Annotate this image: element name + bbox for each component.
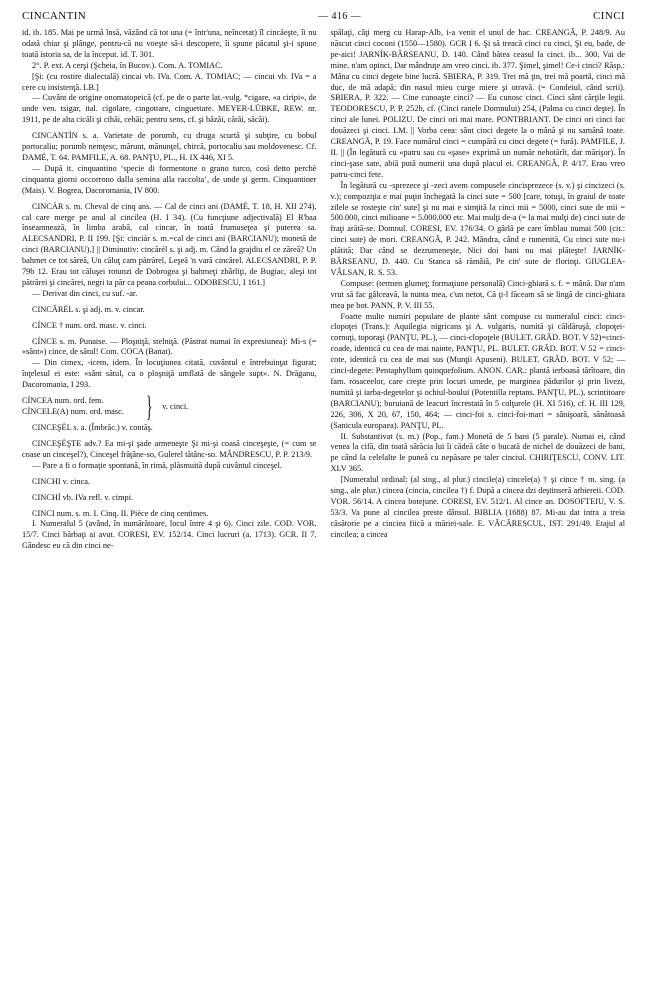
brace-line: CÍNCEA num. ord. fem. [22,396,104,406]
header-left-word: CINCANTIN [22,10,87,22]
dictionary-paragraph: — Cuvânt de origine onomatopeică (cf. pe de o parte lat.-vulg. *cigare, «a ciripi», de unde ven. tsigar, ital. cigolare, cingottare, cinguettare. MEYER-LÜBKE, REW. nr. 1911, pe de alta cicăli şi cihăi, cehăi; pentru sens, cf. şi băzăi, cărăi, săcăi). [22,93,317,125]
dictionary-paragraph: CINCÁR s. m. Cheval de cinq ans. — Cal de cinci ani (DAMÉ, T. 18, H. XII 274), cal care merge pe anul al cincilea (H. I 34). (Cu funcţiune adjectivală) El R'baa înseamnează, în limba arabă, cal cincar, în toată frumuseţea şi puterea sa. ALECSANDRI, P. II 199. [Şi: cinciár s. m.=cal de cinci ani (BARCIANU); monetă de cinci (BARCIANU).] || Diminutiv: cincărél s. şi adj. m. Când la grajdiu el ce zăreă? Un bahmet ce tot săreă, Un căluţ cam pătrărel, Leşeă 'n vară cincărel. ALECSANDRI, P. P. 79b 12. Erau tot căluşei rotunzi de Dobrogea şi bahmeţi zbârliţi, de Bugiac, aleşi tot pătrărei şi cincărei, negri ta păr ca peana corbului... ODOBESCU, I 161.] [22,201,317,287]
right-brace-icon: } [145,390,153,424]
dictionary-paragraph: I. Numeralul 5 (având, în numărătoare, locul între 4 şi 6). Cinci zile. COD. VOR. 15/7. Cinci bărbaţi ai avut. CORESI, EV. 152/14. Cinci lucruri (a. 1713). GCR. II 7. Gândesc eu că din cinci ne- [22,519,317,551]
dictionary-paragraph: CINCEŞÉL s. a. (Îmbrăc.) v. contăş. [32,423,153,433]
header-right-word: CINCI [593,10,625,22]
dictionary-paragraph: [Şi: (cu rostire dialectală) cincai vb. IVa. Com. A. TOMIAC; — cincui vb. IVa = a cere cu insistenţă. LB.] [22,71,317,92]
dictionary-paragraph: CÍNCE † num. ord. masc. v. cinci. [32,320,147,330]
dictionary-paragraph: Foarte multe numiri populare de plante sânt compuse cu numeralul cinci: cinci-clopoţei (Trans.): Aquilegia nigricans şi A. vulgaris, numită şi căldăruşă, clopoţei-cornuţi, toporaşi (PANŢU, PL.), — cinci-clopoţele (BULET. GRĂD. BOT. V 52)=cinci-coade, identică cu cea de mai nainte, PANŢU, PL. BULET. GRĂD. BOT. V 52 = cinci-cote, identică cu cea de mai sus (Munţii Apuseni). BULET. GRĂD. BOT. V 52; — cinci-degete: Pentaphyllum quinquefolium. ANON. CAR.: plantă ierboasă târîtoare, din fam. rosaceelor, care creşte prin locuri umede, pe marginea pădurilor şi prin livezi, numită şi iarba-degetelor şi ochiul-boului (Potentilla reptans. PANŢU, PL.), scrintitoare (BARCIANU); buruiană de leacuri încrestată în 5 colţurele (H. XI 516), cf. H. III 129, 226, 306, X 20, 67, 150, 464; — cinci-foi s. cinci-foi-mari = sânişoară, sănătoasă (Sanicula europaea). PANŢU, PL. [330,311,625,430]
dictionary-paragraph: spălaţi, câţi merg cu Harap-Alb, i-a venit el unul de hac. CREANGĂ, P. 248/9. Au născut cinci coconi (1550—1580). GCR I 6. Şi să treacă cinci cu cinci, Şi eu, bade, de pe-aici! JARNÍK-BÂRSEANU, D. 140. Când bătea ceasul la cinci. ib... 300. Vai de mine, n'am opinci, Dar mândruţe am vreo cinci. ib. 377. Şimel, şimel! Ce-i cinci? Răsp.: Mâna cu cinci degete bine lucră. SBIERA, P. 319. Trei mă ţin, trei mă poartă, cinci mă duc, de mă adapă; din nasul mieu curge miere şi otravă. (= Condeiul, când scrii). SBIERA, P. 322. — Cine cunoaşte cinci? — Eu cunosc cinci. Cinci sânt cărţile legii. TEODORESCU, P. P. 252b, cf. (Cinci ranele Domnului) 254, (Palma cu cinci deşte). În cinci ale lunei. POLIZU. De cinci ori mai mare. PONTBRIANT. De cinci ori cinci fac douăzeci şi cinci. LM. || Vorba ceea: sânt cinci degete la o mână şi nu samănă toate. CREANGĂ, P. 19. Face numărul cinci = cumpără cu cinci degete (= fură). PAMFILE, J. II. || (În legătură cu «patru sau cu «şase» exprimă un număr nehotărît, dar mărişor). În cinci-şase sate, abiă pută numerii una după placul ei. CREANGĂ, P. 4/17. Erau vreo patru-cinci fete. [330,28,625,179]
brace-target: v. cinci. [162,401,189,411]
dictionary-paragraph: — După it. cinquantino ‘specie di formentone o grano turco, così detto perchè cinquanta giorni occorrono dalla semina alla raccolta’, de unde şi germ. Cinquantiner (Mais). V. Bogrea, Dacoromania, IV 800. [22,163,317,195]
dictionary-paragraph: — Pare a fi o formaţie spontană, în rimă, plăsmuită după cuvântul cinceşel. [32,460,282,470]
dictionary-paragraph: CINCANTÍN s. a. Varietate de porumb, cu druga scurtă şi subţire, cu bobul portocaliu; porumb nemţesc, mărunt, mănunţel, chircă, portocaliu sau moldovenesc. Cf. DAMÉ, T. 64. PAMFILE, A. 68. PANŢU, PL., H. IX 446, XI 5. [22,131,317,162]
two-column-body [22,28,625,552]
dictionary-paragraph: Compuse: (termen glumeţ; formaţiune personală) Cinci-ghiară s. f. = mână. Dar n'am vrut să fac gâlceavă, la nunta mea, c'un netot, Că ţi-l făceam să se lingă de cinci-ghiara mea pe bot. PANN, P. V. III 55. [330,278,625,310]
dictionary-paragraph: id. ib. 185. Mai pe urmă însă, văzând că tot una (= într'una, neîncetat) îl cincăeşte, îi nu odată chiar şi plânge, pentru-că nu voeşte să-i descopere, îi spune păcatul şi-i spune toată istoria sa, de la început. id. T. 301. [22,28,317,59]
dictionary-paragraph: În legătură cu -sprezece şi -zeci avem compusele cincisprezece (s. v.) şi cincizeci (s. v.); compoziţia e mai puţin închegată la cinci sute = 500 [care, totuşi, în graiul de toate zilele se rosteşte cin' sute] şi nu mai e simţită la cinci mii = 5000, cinci sute de mii = 500.000, cinci milioane = 5.000.000 etc. Mai mulţi de-a (= la mai mulţi de) cinci sute de fraţi arătă-se. Domnul. CORESI, EV. 176/34. O gârlă pe care îmblau numai 500 (cit.: cinci sute) de mori. CREANGĂ, P. 242. Mândra, când e rumenită, Cu cinci sute nu-i plătită; Dar când se dezrumeneşte, Nici doi bani nu mai plăteşte! JARNÍK-BÂRSEANU, D. 440. Cu Stanca să rămâiă, Pe cin' sute de florinţi. GIUGLEA-VÂLSAN, R. S. 53. [330,180,625,277]
dictionary-paragraph: CINCHÍ vb. IVa refl. v. cimpi. [32,492,134,502]
brace-group [22,390,317,424]
page-number: — 416 — [318,11,361,22]
brace-line: CÍNCELE(A) num. ord. masc. [22,407,124,417]
page-header [22,10,625,22]
brace-group-lines [22,396,124,418]
dictionary-paragraph: — Din cimex, -icem, idem. În locuţiunea citată, cuvântul e întrebuinţat figurat; înţelesul ei este: «sânt sătul, ca o ploşniţă umflată de sângele supt». N. Drăganu, Dacoromania, I 293. [22,358,317,390]
dictionary-paragraph: CINCĂRÉL s. şi adj. m. v. cincar. [32,304,145,314]
dictionary-paragraph: CINCI num. s. m. I. Cinq. II. Pièce de cinq centimes. [32,508,209,518]
dictionary-paragraph: 2°. P. ext. A cerşi (Şcheia, în Bucov.). Com. A. TOMIAC. [32,60,223,70]
dictionary-paragraph: CINCEŞÉŞTE adv.? Ea mi-şi şade armeneşte Şi mi-şi coasă cinceşeşte, (= cum se coase un cinceşel?), Cinceşel frăţâne-so, Gulerel tătânc-so. MÂNDRESCU, P. P. 213/9. [22,439,317,459]
right-column [331,28,626,552]
dictionary-paragraph: [Numeralul ordinal: (al sing., al plur.) cincile(a) cincele(a) † şi cince † m. sing. (a sing., ale plur.) cincea (cincia, cincilea †) f. După a cincea dzi deştinseră arhiereii. COD. VOR. 56/14. A cincea botejune. CORESI, EV. 512/1. Al cince an. DOSOFTEIU, V. S. 53/3. Va pune al cincilea preste dânsul. BIBLIA (1688) 87. Mi-au dat intra a treia căsătorie pe a cinciea fiică a măriei-sale. E. VĂCĂRESCUL, IST. 291/49. Etajul al cincilea; a cincea [330,475,625,539]
dictionary-paragraph: — Derivat din cinci, cu suf. -ar. [32,288,138,298]
dictionary-paragraph: CÍNCE s. m. Punaise. — Ploşniţă, stelniţă. (Păstrat numai în expresiunea): Mi-s (= «sânt») cince, de sătul! Com. COCA (Banat). [22,336,317,357]
dictionary-paragraph: CINCHI v. cinca. [32,476,90,486]
dictionary-paragraph: II. Substantivat (s. m.) (Pop., fam.) Monetă de 5 bani (5 parale). Numai ei, când venea la cifă, din toată sărăcia lui îi cădeă câte o bucată de nichel de douăzeci de bani, pe când la celelalte le puneă cu nepăsare pe taler cinciul. CHIRIŢESCU, CONV. LIT. XLV 365. [330,431,625,474]
left-column [22,28,317,552]
